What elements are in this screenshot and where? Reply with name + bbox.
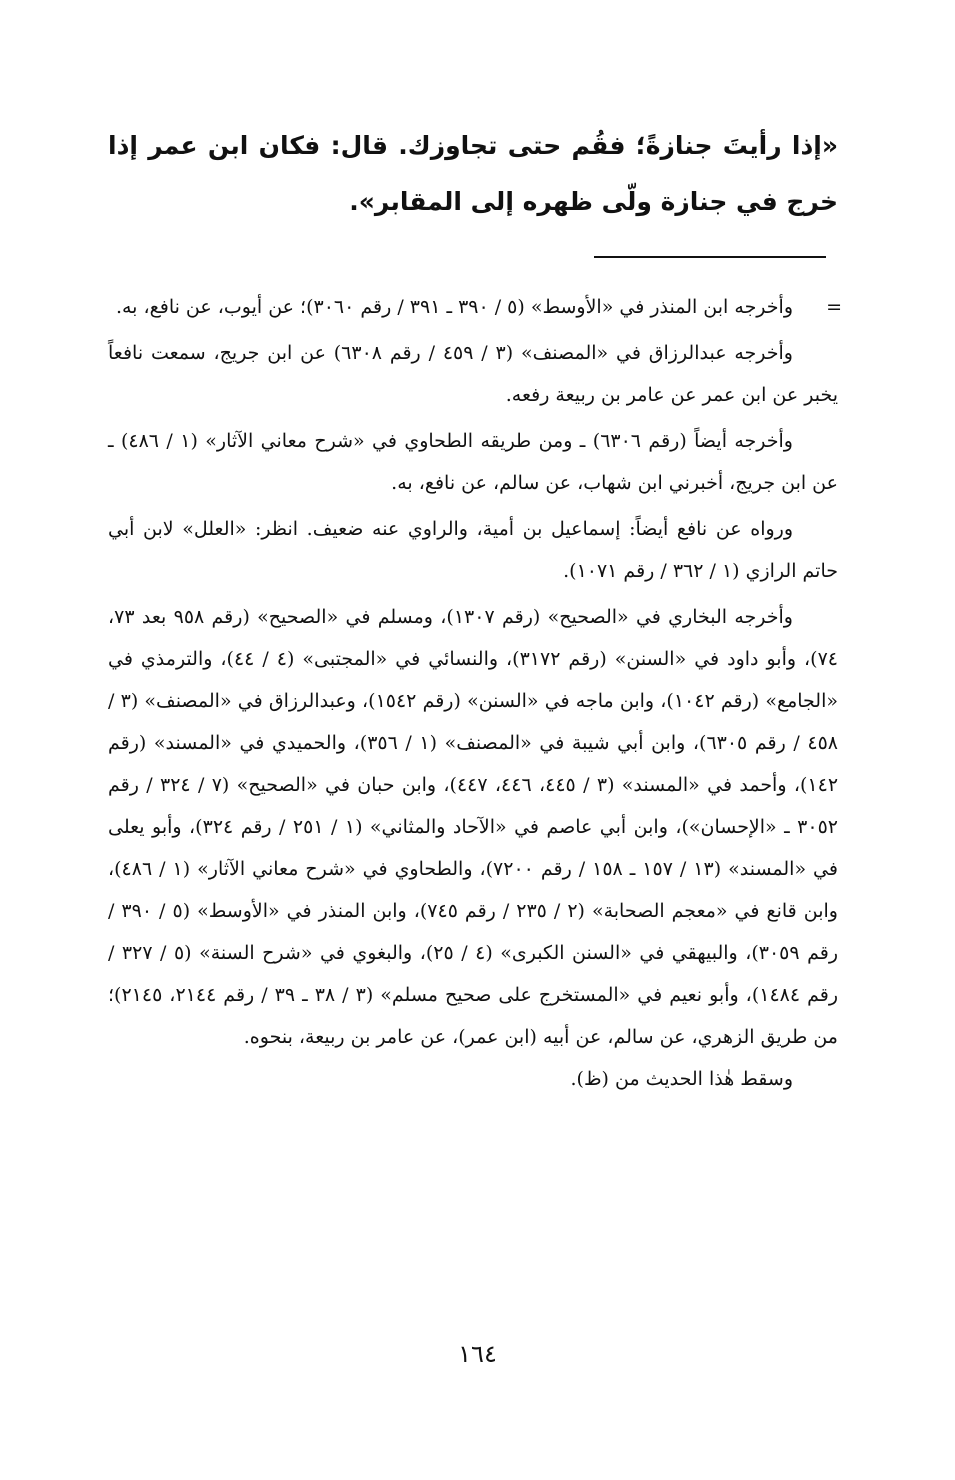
page-number: ١٦٤ (458, 1340, 497, 1368)
footnote-paragraph: وأخرجه ابن المنذر في «الأوسط» (٥ / ٣٩٠ ـ ٣٩١ / رقم ٣٠٦٠)؛ عن أيوب، عن نافع، به. (115, 296, 793, 318)
hadith-text: «إذا رأيتَ جنازةً؛ فقُم حتى تجاوزك. قال: فكان ابن عمر إذا خرج في جنازة ولّى ظهره إلى المقابر». (108, 131, 838, 216)
footnote-paragraph: وسقط هٰذا الحديث من (ظ). (570, 1068, 793, 1090)
footnote-paragraph: ورواه عن نافع أيضاً: إسماعيل بن أمية، والراوي عنه ضعيف. انظر: «العلل» لابن أبي حاتم الرازي (١ / ٣٦٢ / رقم ١٠٧١). (108, 518, 838, 582)
footnote-paragraph: وأخرجه عبدالرزاق في «المصنف» (٣ / ٤٥٩ / رقم ٦٣٠٨) عن ابن جريج، سمعت نافعاً يخبر عن ابن عمر عن عامر بن ربيعة رفعه. (108, 342, 838, 406)
footnote-paragraph: وأخرجه أيضاً (رقم ٦٣٠٦) ـ ومن طريقه الطحاوي في «شرح معاني الآثار» (١ / ٤٨٦) ـ عن ابن جريج، أخبرني ابن شهاب، عن سالم، عن نافع، به. (108, 430, 838, 494)
footnote-separator (594, 256, 826, 258)
footnotes (108, 286, 842, 1100)
continuation-mark: = (826, 296, 842, 318)
footnote-paragraph: وأخرجه البخاري في «الصحيح» (رقم ١٣٠٧)، ومسلم في «الصحيح» (رقم ٩٥٨ بعد ٧٣، ٧٤)، وأبو داود في «السنن» (رقم ٣١٧٢)، والنسائي في «المجتبى» (٤ / ٤٤)، والترمذي في «الجامع» (رقم ١٠٤٢)، وابن ماجه في «السنن» (رقم ١٥٤٢)، وعبدالرزاق في «المصنف» (٣ / ٤٥٨ / رقم ٦٣٠٥)، وابن أبي شيبة في «المصنف» (١ / ٣٥٦)، والحميدي في «المسند» (رقم ١٤٢)، وأحمد في «المسند» (٣ / ٤٤٥، ٤٤٦، ٤٤٧)، وابن حبان في «الصحيح» (٧ / ٣٢٤ / رقم ٣٠٥٢ ـ «الإحسان»)، وابن أبي عاصم في «الآحاد والمثاني» (١ / ٢٥١ / رقم ٣٢٤)، وأبو يعلى في «المسند» (١٣ / ١٥٧ ـ ١٥٨ / رقم ٧٢٠٠)، والطحاوي في «شرح معاني الآثار» (١ / ٤٨٦)، وابن قانع في «معجم الصحابة» (٢ / ٢٣٥ / رقم ٧٤٥)، وابن المنذر في «الأوسط» (٥ / ٣٩٠ / رقم ٣٠٥٩)، والبيهقي في «السنن الكبرى» (٤ / ٢٥)، والبغوي في «شرح السنة» (٥ / ٣٢٧ / رقم ١٤٨٤)، وأبو نعيم في «المستخرج على صحيح مسلم» (٣ / ٣٨ ـ ٣٩ / رقم ٢١٤٤، ٢١٤٥)؛ من طريق الزهري، عن سالم، عن أبيه (ابن عمر)، عن عامر بن ربيعة، بنحوه. (108, 606, 839, 1048)
